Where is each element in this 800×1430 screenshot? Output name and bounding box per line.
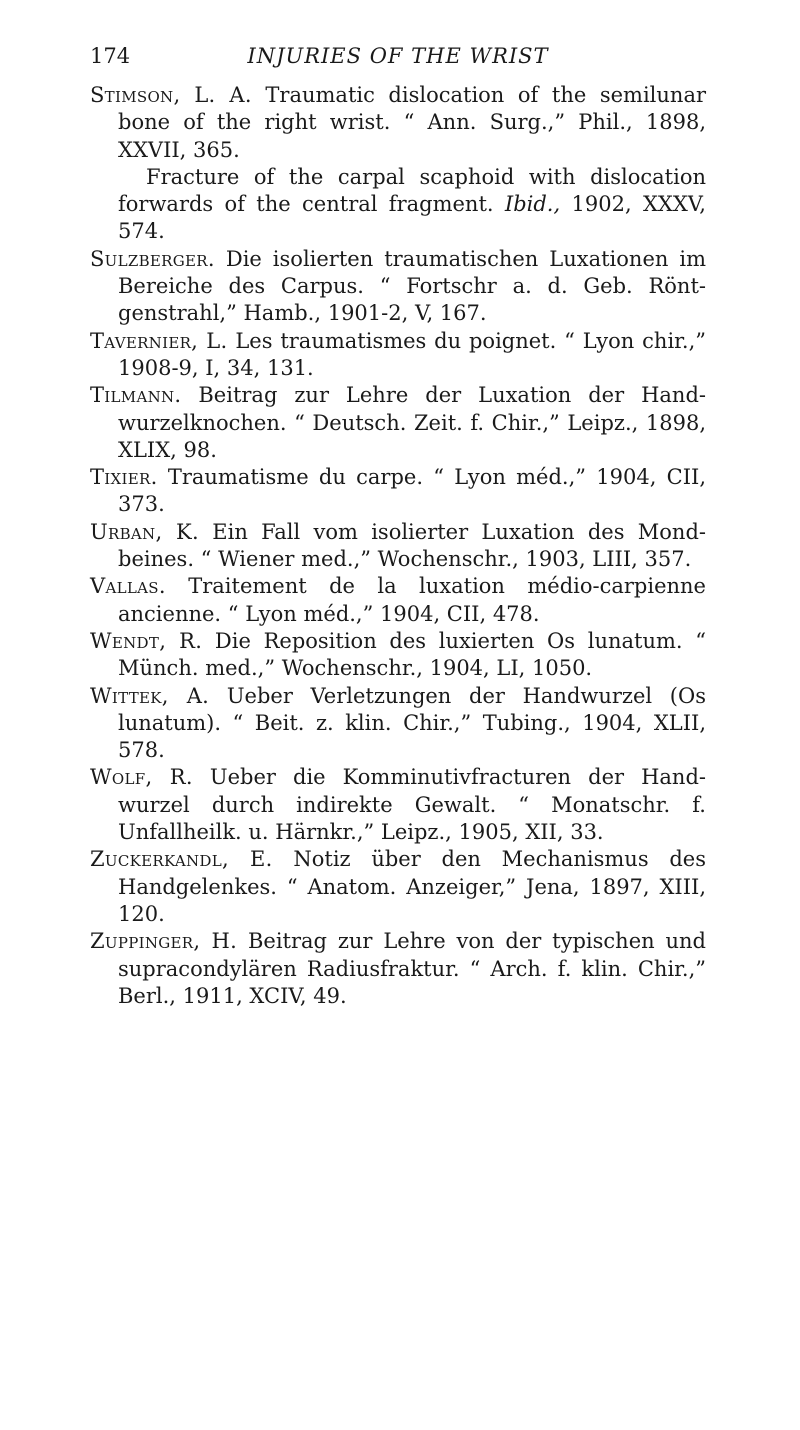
bibliography-entry bbox=[90, 628, 706, 683]
bibliography-entry bbox=[90, 382, 706, 464]
entry-author: Urban, K. bbox=[90, 519, 199, 544]
entry-author: Wolf, R. bbox=[90, 765, 193, 790]
entry-author: Sulzberger. bbox=[90, 246, 215, 271]
bibliography-entry bbox=[90, 764, 706, 846]
entry-citation: Les traumatismes du poignet. “ Lyon chir.,” 1908-9, I, 34, 131. bbox=[118, 328, 706, 380]
page-number: 174 bbox=[90, 44, 131, 68]
entry-author: Tixier. bbox=[90, 465, 158, 490]
entry-ibid: Ibid., bbox=[504, 192, 561, 217]
bibliography-entry bbox=[90, 683, 706, 765]
bibliography-entry bbox=[90, 82, 706, 164]
entry-citation: Traitement de la luxation médio-carpienne ancienne. “ Lyon méd.,” 1904, CII, 478. bbox=[118, 574, 706, 626]
entry-author: Vallas. bbox=[90, 574, 166, 599]
bibliography-list bbox=[90, 82, 706, 1010]
bibliography-entry bbox=[90, 846, 706, 928]
entry-citation: Ueber die Komminutivfracturen der Hand-wurzel durch indirekte Gewalt. “ Monatschr. f. Unfallheilk. u. Härnkr.,” Leipz., 1905, XII, 33. bbox=[118, 765, 706, 845]
entry-citation: Beitrag zur Lehre der Luxation der Hand-wurzelknochen. “ Deutsch. Zeit. f. Chir.,” Leipz., 1898, XLIX, 98. bbox=[118, 383, 706, 462]
entry-citation: Traumatic dislocation of the semilunar bone of the right wrist. “ Ann. Surg.,” Phil., 1898, XXVII, 365. bbox=[118, 83, 707, 162]
running-title: INJURIES OF THE WRIST bbox=[247, 44, 549, 68]
bibliography-entry bbox=[90, 928, 706, 1010]
bibliography-entry bbox=[90, 573, 706, 628]
bibliography-entry bbox=[90, 464, 706, 519]
entry-author: Zuckerkandl, E. bbox=[90, 847, 273, 872]
entry-author: Tavernier, L. bbox=[90, 328, 228, 353]
bibliography-entry bbox=[90, 519, 706, 574]
entry-author: Wendt, R. bbox=[90, 628, 203, 653]
entry-citation: Fracture of the carpal scaphoid with dislocation forwards of the central fragment. bbox=[118, 164, 706, 217]
entry-author: Tilmann. bbox=[90, 383, 182, 408]
entry-citation-continued: 1902, XXXV, 574. bbox=[118, 192, 706, 244]
bibliography-entry bbox=[90, 246, 706, 328]
entry-citation: Ueber Verletzungen der Handwurzel (Os lunatum). “ Beit. z. klin. Chir.,” Tubing., 1904, XLII, 578. bbox=[118, 683, 706, 763]
page-header bbox=[90, 44, 706, 78]
entry-citation: Die isolierten traumatischen Luxationen im Bereiche des Carpus. “ Fortschr a. d. Geb. Rönt-genstrahl,” Hamb., 1901-2, V, 167. bbox=[118, 246, 706, 326]
entry-citation: Ein Fall vom isolierter Luxation des Mond-beines. “ Wiener med.,” Wochenschr., 1903, LIII, 357. bbox=[118, 519, 706, 572]
bibliography-entry bbox=[90, 328, 706, 383]
entry-author: Wittek, A. bbox=[90, 683, 210, 708]
entry-citation: Beitrag zur Lehre von der typischen und supracondylären Radiusfraktur. “ Arch. f. klin. Chir.,” Berl., 1911, XCIV, 49. bbox=[118, 929, 707, 1008]
entry-citation: Die Reposition des luxierten Os lunatum. “ Münch. med.,” Wochenschr., 1904, LI, 1050. bbox=[118, 628, 706, 681]
entry-author: Zuppinger, H. bbox=[90, 929, 238, 954]
entry-citation: Notiz über den Mechanismus des Handgelenkes. “ Anatom. Anzeiger,” Jena, 1897, XIII, 120. bbox=[118, 847, 706, 926]
entry-author: Stimson, L. A. bbox=[90, 83, 252, 107]
bibliography-sub-entry bbox=[90, 164, 706, 246]
entry-citation: Traumatisme du carpe. “ Lyon méd.,” 1904, CII, 373. bbox=[118, 465, 706, 517]
